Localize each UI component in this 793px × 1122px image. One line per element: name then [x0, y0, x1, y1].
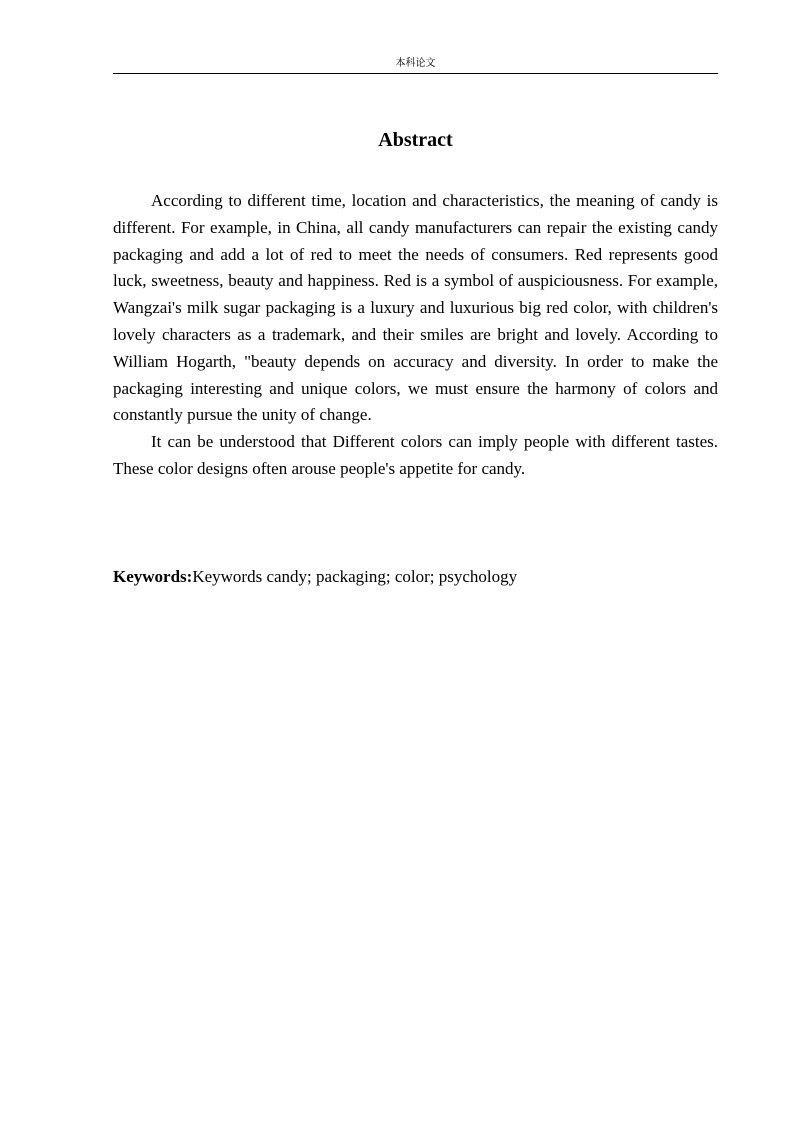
header-text: 本科论文: [395, 58, 436, 69]
keywords-value: Keywords candy; packaging; color; psychology: [192, 567, 518, 586]
header-rule: [113, 73, 718, 74]
abstract-paragraph-2: It can be understood that Different colors can imply people with different tastes. These color designs often arouse people's appetite for candy.: [113, 432, 718, 478]
abstract-title: Abstract: [378, 129, 453, 151]
page-header: [113, 54, 718, 74]
abstract-body: [113, 188, 718, 483]
keywords-label: Keywords:: [113, 567, 193, 586]
abstract-paragraph-1: According to different time, location and characteristics, the meaning of candy is different. For example, in China, all candy manufacturers can repair the existing candy packaging and add a lot of red to meet the needs of consumers. Red represents good luck, sweetness, beauty and happiness. Red is a symbol of auspiciousness. For example, Wangzai's milk sugar packaging is a luxury and luxurious big red color, with children's lovely characters as a trademark, and their smiles are bright and lovely. According to William Hogarth, "beauty depends on accuracy and diversity. In order to make the packaging interesting and unique colors, we must ensure the harmony of colors and constantly pursue the unity of change.: [113, 191, 718, 425]
keywords-line: [113, 564, 718, 590]
